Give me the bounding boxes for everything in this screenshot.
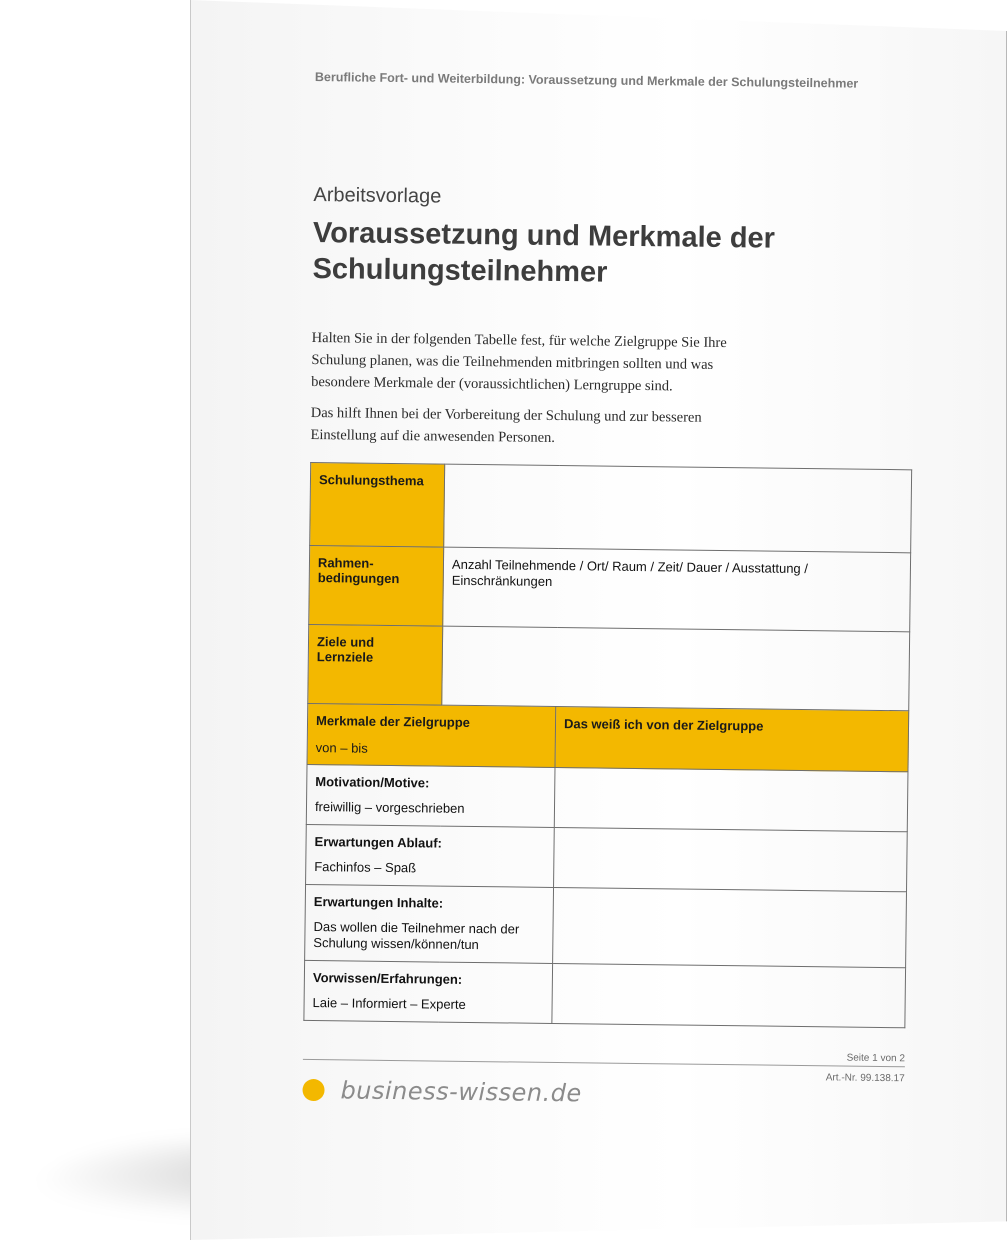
row-range: Das wollen die Teilnehmer nach der Schulung wissen/können/tun xyxy=(313,919,520,953)
label-wissen: Das weiß ich von der Zielgruppe xyxy=(555,706,909,771)
document-kicker: Arbeitsvorlage xyxy=(313,183,442,208)
row-range: Laie – Informiert – Experte xyxy=(312,995,466,1012)
field-ablauf[interactable] xyxy=(554,827,908,891)
field-inhalte[interactable] xyxy=(553,887,907,967)
row-range: Fachinfos – Spaß xyxy=(314,859,417,876)
label-schulungsthema: Schulungsthema xyxy=(310,462,445,547)
table-row xyxy=(306,764,908,831)
merkmale-subtitle: von – bis xyxy=(315,740,368,756)
row-title: Erwartungen Inhalte: xyxy=(313,894,444,911)
field-motivation[interactable] xyxy=(554,767,908,831)
table-row-rahmenbedingungen xyxy=(309,545,911,631)
page-footer xyxy=(302,1052,913,1137)
table-row xyxy=(305,884,907,967)
row-title: Vorwissen/Erfahrungen: xyxy=(312,970,463,987)
row-label-ablauf xyxy=(306,824,555,887)
label-merkmale xyxy=(307,703,556,767)
page-content xyxy=(302,70,925,1137)
row-range: freiwillig – vorgeschrieben xyxy=(314,799,465,816)
table-row-ziele xyxy=(308,624,910,710)
intro-paragraph-2: Das hilft Ihnen bei der Vorbereitung der Schulung und zur besseren Einstellung auf die anwesenden Personen. xyxy=(310,404,702,446)
table-row xyxy=(304,960,906,1027)
row-label-vorwissen xyxy=(304,960,553,1023)
running-header: Berufliche Fort- und Weiterbildung: Voraussetzung und Merkmale der Schulungsteilnehmer xyxy=(314,70,859,91)
label-ziele: Ziele und Lernziele xyxy=(308,624,443,705)
field-vorwissen[interactable] xyxy=(552,963,906,1027)
field-rahmenbedingungen[interactable]: Anzahl Teilnehmende / Ort/ Raum / Zeit/ Dauer / Ausstattung / Einschränkungen xyxy=(443,547,911,632)
table-row xyxy=(306,824,908,891)
row-label-inhalte xyxy=(305,884,554,963)
intro-text xyxy=(310,327,761,451)
page-number: Seite 1 von 2 xyxy=(846,1052,906,1065)
row-label-motivation xyxy=(306,764,555,827)
table-row-schulungsthema xyxy=(310,462,912,552)
field-ziele[interactable] xyxy=(442,626,910,711)
row-title: Erwartungen Ablauf: xyxy=(314,834,443,851)
intro-paragraph-1: Halten Sie in der folgenden Tabelle fest, für welche Zielgruppe Sie Ihre Schulung planen, was die Teilnehmenden mitbringen sollten und was besondere Merkmale der (voraussichtlichen) Lerngruppe sind. xyxy=(311,329,727,395)
article-number: Art.-Nr. 99.138.17 xyxy=(825,1072,905,1085)
footer-meta xyxy=(826,1048,905,1089)
merkmale-title: Merkmale der Zielgruppe xyxy=(315,713,471,730)
document-title: Voraussetzung und Merkmale der Schulungsteilnehmer xyxy=(312,216,776,289)
row-title: Motivation/Motive: xyxy=(315,774,430,791)
planning-table xyxy=(303,462,912,1028)
field-schulungsthema[interactable] xyxy=(444,464,912,553)
brand-name: business-wissen.de xyxy=(340,1076,582,1108)
brand-logo[interactable] xyxy=(302,1076,581,1107)
label-rahmenbedingungen: Rahmen- bedingungen xyxy=(309,545,444,626)
brand-dot-icon xyxy=(302,1079,324,1101)
table-row-merkmale-header xyxy=(307,703,909,771)
